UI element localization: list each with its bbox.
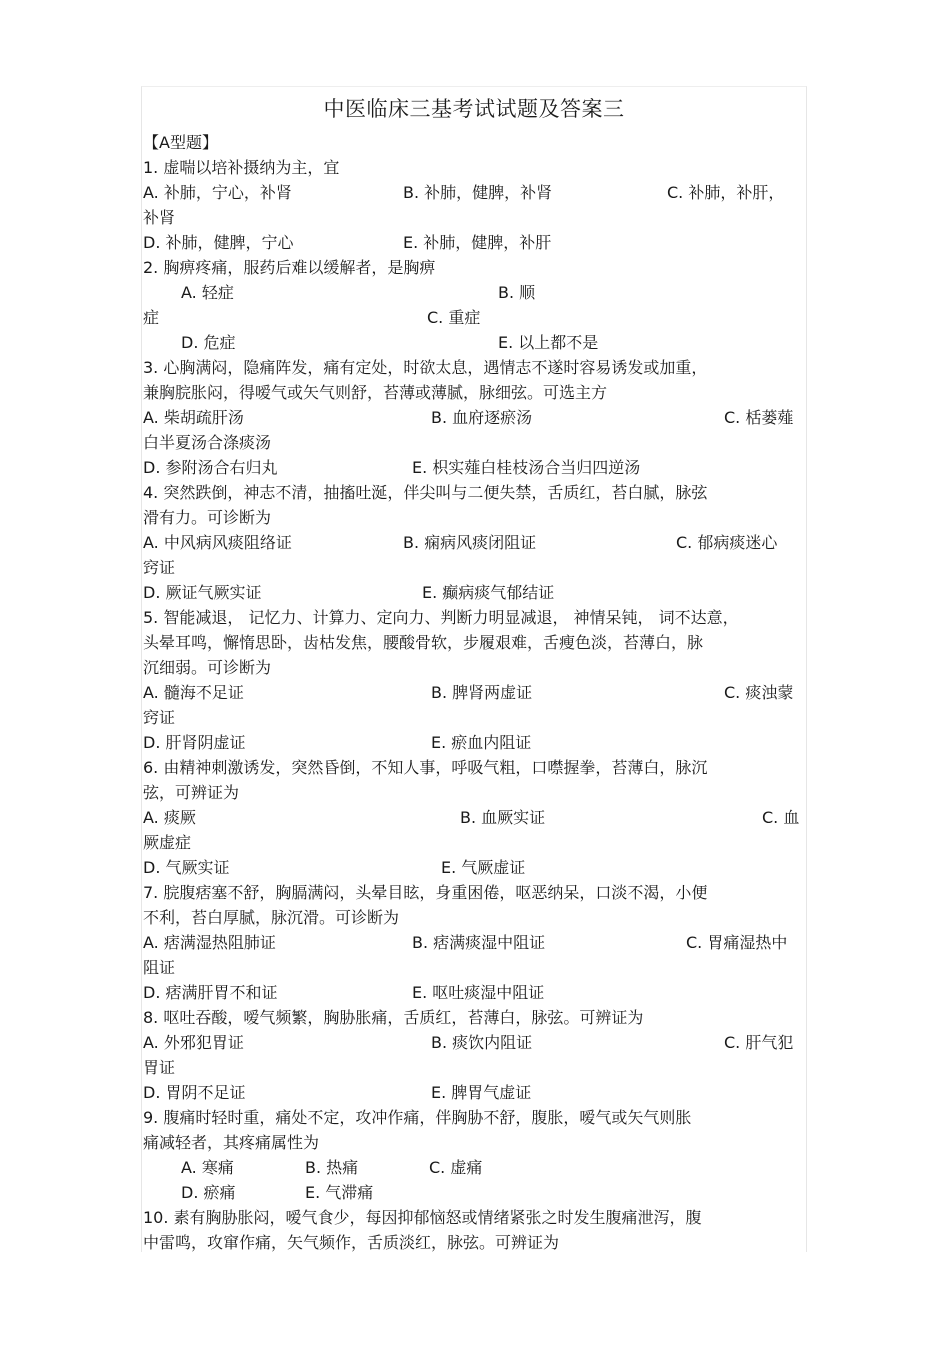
text-segment: 弦，可辨证为: [143, 783, 240, 802]
text-line: [143, 1230, 805, 1255]
text-segment: 阻证: [143, 958, 176, 977]
text-segment: D. 参附汤合右归丸: [143, 458, 278, 477]
text-segment: C. 补肺，补肝，: [667, 183, 785, 202]
text-segment: 【A型题】: [143, 133, 218, 152]
text-segment: 胃证: [143, 1058, 176, 1077]
text-line: [143, 1055, 805, 1080]
text-segment: A. 中风病风痰阻络证: [143, 533, 292, 552]
text-line: [143, 1130, 805, 1155]
text-segment: E. 气滞痛: [305, 1183, 374, 1202]
text-line: [143, 1030, 805, 1055]
text-line: [143, 330, 805, 355]
text-segment: 厥虚症: [143, 833, 192, 852]
text-line: [143, 830, 805, 855]
text-segment: 2. 胸痹疼痛，服药后难以缓解者，是胸痹: [143, 258, 436, 277]
text-line: [143, 180, 805, 205]
text-segment: E. 以上都不是: [498, 333, 599, 352]
text-line: [143, 655, 805, 680]
text-segment: B. 脾肾两虚证: [431, 683, 533, 702]
text-line: [143, 905, 805, 930]
text-segment: D. 胃阴不足证: [143, 1083, 246, 1102]
document-body: [143, 130, 805, 1255]
text-segment: E. 枳实薤白桂枝汤合当归四逆汤: [412, 458, 641, 477]
text-segment: 窍证: [143, 558, 176, 577]
text-segment: B. 补肺，健脾，补肾: [403, 183, 553, 202]
text-segment: B. 热痛: [305, 1158, 359, 1177]
text-line: [143, 930, 805, 955]
text-segment: A. 补肺，宁心，补肾: [143, 183, 292, 202]
text-segment: A. 寒痛: [181, 1158, 234, 1177]
text-segment: 窍证: [143, 708, 176, 727]
text-line: [143, 155, 805, 180]
text-segment: E. 脾胃气虚证: [431, 1083, 532, 1102]
text-segment: 3. 心胸满闷，隐痛阵发，痛有定处，时欲太息，遇情志不遂时容易诱发或加重，: [143, 358, 708, 377]
text-line: [143, 680, 805, 705]
text-line: [143, 480, 805, 505]
text-segment: 滑有力。可诊断为: [143, 508, 272, 527]
text-line: [143, 705, 805, 730]
text-line: [143, 430, 805, 455]
text-line: [143, 1205, 805, 1230]
text-line: [143, 530, 805, 555]
text-line: [143, 755, 805, 780]
text-segment: E. 气厥虚证: [441, 858, 526, 877]
text-segment: D. 补肺，健脾，宁心: [143, 233, 294, 252]
text-line: [143, 730, 805, 755]
text-line: [143, 455, 805, 480]
text-segment: B. 痰饮内阻证: [431, 1033, 533, 1052]
text-line: [143, 580, 805, 605]
text-segment: 沉细弱。可诊断为: [143, 658, 272, 677]
text-segment: 9. 腹痛时轻时重，痛处不定，攻冲作痛，伴胸胁不舒，腹胀，嗳气或矢气则胀: [143, 1108, 692, 1127]
text-segment: E. 呕吐痰湿中阻证: [412, 983, 545, 1002]
text-line: [143, 1005, 805, 1030]
text-segment: 不利，苔白厚腻，脉沉滑。可诊断为: [143, 908, 400, 927]
text-line: [143, 1080, 805, 1105]
text-segment: 6. 由精神刺激诱发，突然昏倒，不知人事，呼吸气粗，口噤握拳，苔薄白，脉沉: [143, 758, 708, 777]
text-line: [143, 305, 805, 330]
text-line: [143, 605, 805, 630]
text-segment: 兼胸脘胀闷，得嗳气或矢气则舒，苔薄或薄腻，脉细弦。可选主方: [143, 383, 608, 402]
text-segment: C. 栝蒌薤: [724, 408, 794, 427]
text-segment: C. 痰浊蒙: [724, 683, 794, 702]
text-segment: C. 血: [762, 808, 800, 827]
text-segment: C. 虚痛: [429, 1158, 483, 1177]
text-segment: C. 重症: [427, 308, 481, 327]
text-line: [143, 880, 805, 905]
text-line: [143, 280, 805, 305]
text-segment: 8. 呕吐吞酸，嗳气频繁，胸胁胀痛，舌质红，苔薄白，脉弦。可辨证为: [143, 1008, 644, 1027]
text-segment: 头晕耳鸣，懈惰思卧，齿枯发焦，腰酸骨软，步履艰难，舌瘦色淡，苔薄白，脉: [143, 633, 704, 652]
text-segment: A. 外邪犯胃证: [143, 1033, 244, 1052]
text-segment: A. 轻症: [181, 283, 234, 302]
text-line: [143, 1180, 805, 1205]
text-line: [143, 1105, 805, 1130]
text-segment: A. 髓海不足证: [143, 683, 244, 702]
text-line: [143, 205, 805, 230]
text-line: [143, 355, 805, 380]
text-line: [143, 955, 805, 980]
text-segment: 补肾: [143, 208, 176, 227]
text-segment: C. 胃痛湿热中: [686, 933, 788, 952]
text-segment: E. 癫病痰气郁结证: [422, 583, 555, 602]
text-line: [143, 980, 805, 1005]
text-line: [143, 780, 805, 805]
text-line: [143, 505, 805, 530]
text-segment: B. 痫病风痰闭阻证: [403, 533, 537, 552]
text-line: [143, 630, 805, 655]
text-segment: B. 痞满痰湿中阻证: [412, 933, 546, 952]
text-segment: B. 血厥实证: [460, 808, 546, 827]
text-line: [143, 805, 805, 830]
text-segment: 10. 素有胸胁胀闷，嗳气食少，每因抑郁恼怒或情绪紧张之时发生腹痛泄泻，腹: [143, 1208, 702, 1227]
text-segment: 1. 虚喘以培补摄纳为主，宜: [143, 158, 340, 177]
text-segment: E. 瘀血内阻证: [431, 733, 532, 752]
text-line: [143, 555, 805, 580]
text-segment: 中雷鸣，攻窜作痛，矢气频作，舌质淡红，脉弦。可辨证为: [143, 1233, 560, 1252]
text-line: [143, 855, 805, 880]
text-line: [143, 1155, 805, 1180]
text-segment: B. 血府逐瘀汤: [431, 408, 533, 427]
text-segment: A. 痰厥: [143, 808, 196, 827]
text-line: [143, 405, 805, 430]
text-line: [143, 230, 805, 255]
text-segment: C. 肝气犯: [724, 1033, 794, 1052]
text-segment: 7. 脘腹痞塞不舒，胸膈满闷，头晕目眩，身重困倦，呕恶纳呆，口淡不渴，小便: [143, 883, 708, 902]
text-segment: A. 痞满湿热阻肺证: [143, 933, 276, 952]
text-segment: D. 气厥实证: [143, 858, 230, 877]
text-segment: D. 厥证气厥实证: [143, 583, 262, 602]
text-segment: 5. 智能减退， 记忆力、计算力、定向力、判断力明显减退， 神情呆钝， 词不达意，: [143, 608, 739, 627]
text-segment: 白半夏汤合涤痰汤: [143, 433, 272, 452]
text-segment: B. 顺: [498, 283, 536, 302]
text-segment: D. 痞满肝胃不和证: [143, 983, 278, 1002]
text-line: [143, 380, 805, 405]
text-segment: A. 柴胡疏肝汤: [143, 408, 244, 427]
text-segment: 痛减轻者，其疼痛属性为: [143, 1133, 320, 1152]
text-line: [143, 255, 805, 280]
text-line: [143, 130, 805, 155]
text-segment: 症: [143, 308, 160, 327]
text-segment: D. 危症: [181, 333, 236, 352]
text-segment: 4. 突然跌倒，神志不清，抽搐吐涎，伴尖叫与二便失禁，舌质红，苔白腻，脉弦: [143, 483, 708, 502]
text-segment: E. 补肺，健脾，补肝: [403, 233, 552, 252]
text-segment: D. 肝肾阴虚证: [143, 733, 246, 752]
text-segment: D. 瘀痛: [181, 1183, 236, 1202]
document-title: 中医临床三基考试试题及答案三: [323, 97, 625, 121]
text-segment: C. 郁病痰迷心: [676, 533, 778, 552]
